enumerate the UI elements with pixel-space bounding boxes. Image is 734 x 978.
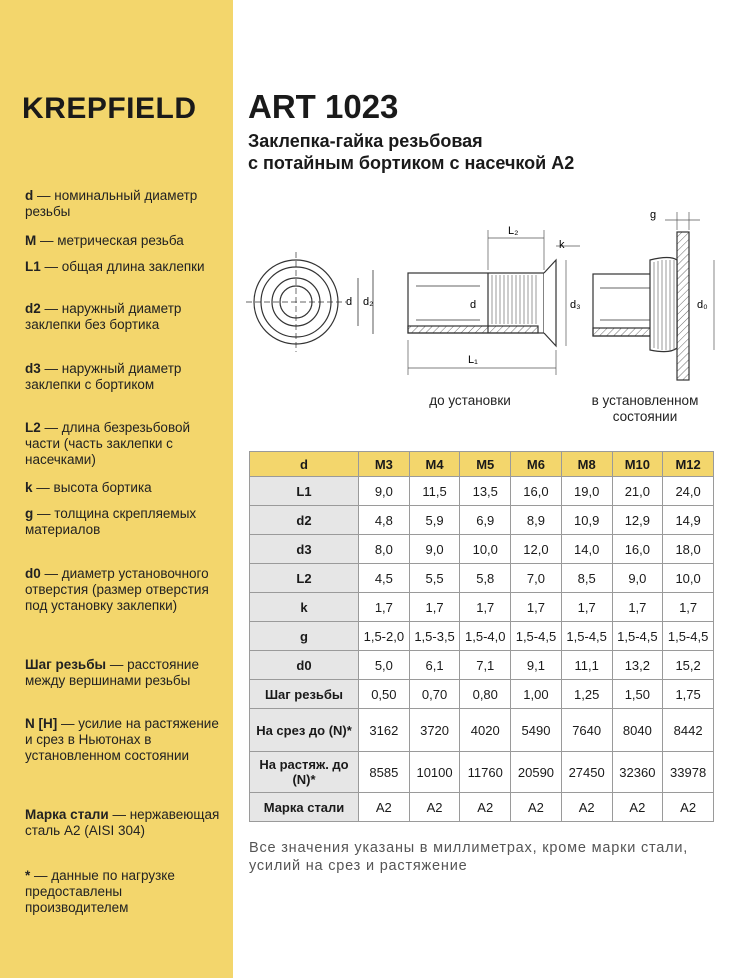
label-d2-front: d₂: [363, 296, 374, 308]
table-row: [250, 752, 714, 793]
table-cell: 1,7: [663, 593, 714, 622]
row-label: Шаг резьбы: [250, 680, 359, 709]
table-cell: 5,0: [359, 651, 410, 680]
table-cell: A2: [460, 793, 511, 822]
size-header: M4: [409, 452, 460, 477]
table-cell: 10100: [409, 752, 460, 793]
brand-logo: KREPFIELD: [22, 92, 197, 125]
table-cell: 5,5: [409, 564, 460, 593]
table-cell: 9,0: [612, 564, 663, 593]
table-cell: 11,1: [561, 651, 612, 680]
table-cell: A2: [359, 793, 410, 822]
table-cell: A2: [612, 793, 663, 822]
label-d3: d₃: [570, 299, 581, 311]
table-row: [250, 535, 714, 564]
table-cell: 1,7: [561, 593, 612, 622]
legend-item: [25, 480, 225, 496]
caption-after-line-1: в установленном: [591, 393, 699, 408]
subtitle-line-1: Заклепка-гайка резьбовая: [248, 131, 483, 151]
label-k: k: [559, 239, 565, 251]
table-cell: 33978: [663, 752, 714, 793]
table-cell: 9,0: [359, 477, 410, 506]
table-cell: 5,9: [409, 506, 460, 535]
legend-item: [25, 361, 225, 393]
legend-term: M: [25, 233, 37, 248]
row-label: Марка стали: [250, 793, 359, 822]
legend-desc: — метрическая резьба: [36, 233, 184, 248]
table-cell: 9,1: [511, 651, 562, 680]
legend-desc: — усилие на растяжение и срез в Ньютонах в установленном состоянии: [25, 716, 219, 763]
table-cell: 10,9: [561, 506, 612, 535]
table-cell: 8040: [612, 709, 663, 752]
table-cell: 7,0: [511, 564, 562, 593]
table-cell: 27450: [561, 752, 612, 793]
legend-term: L2: [25, 420, 41, 435]
table-cell: 14,9: [663, 506, 714, 535]
table-cell: A2: [561, 793, 612, 822]
table-row: [250, 622, 714, 651]
label-L1: L₁: [468, 354, 478, 366]
legend-item: [25, 566, 225, 614]
header-label: d: [250, 452, 359, 477]
legend-item: [25, 868, 225, 916]
table-cell: 8,9: [511, 506, 562, 535]
table-cell: 8,5: [561, 564, 612, 593]
table-cell: 14,0: [561, 535, 612, 564]
table-cell: 0,80: [460, 680, 511, 709]
table-cell: 5,8: [460, 564, 511, 593]
table-cell: 9,0: [409, 535, 460, 564]
size-header: M6: [511, 452, 562, 477]
table-cell: 0,70: [409, 680, 460, 709]
table-cell: 1,7: [409, 593, 460, 622]
legend-desc: — номинальный диаметр резьбы: [25, 188, 198, 219]
size-header: M3: [359, 452, 410, 477]
table-cell: A2: [409, 793, 460, 822]
table-cell: 8,0: [359, 535, 410, 564]
legend-item: [25, 657, 225, 689]
product-subtitle: [248, 130, 708, 174]
legend-item: [25, 301, 225, 333]
legend-term: d: [25, 188, 34, 203]
table-cell: 24,0: [663, 477, 714, 506]
table-row: [250, 477, 714, 506]
legend-desc: — данные по нагрузке предоставлены производителем: [25, 868, 175, 915]
caption-after: [570, 393, 720, 425]
row-label: g: [250, 622, 359, 651]
legend-term: Марка стали: [25, 807, 109, 822]
table-cell: 1,5-4,5: [511, 622, 562, 651]
table-cell: 11,5: [409, 477, 460, 506]
table-cell: 3162: [359, 709, 410, 752]
legend-term: Шаг резьбы: [25, 657, 107, 672]
table-cell: 1,7: [511, 593, 562, 622]
table-cell: 8585: [359, 752, 410, 793]
front-view: [246, 252, 373, 352]
table-cell: 19,0: [561, 477, 612, 506]
table-body: [250, 477, 714, 822]
table-cell: 1,25: [561, 680, 612, 709]
table-row: [250, 709, 714, 752]
table-cell: 6,9: [460, 506, 511, 535]
size-header: M8: [561, 452, 612, 477]
legend-desc: — наружный диаметр заклепки с бортиком: [25, 361, 182, 392]
table-cell: 1,50: [612, 680, 663, 709]
legend-term: g: [25, 506, 34, 521]
legend-term: N [Н]: [25, 716, 58, 731]
legend-desc: — общая длина заклепки: [40, 259, 205, 274]
table-row: [250, 793, 714, 822]
table-cell: 20590: [511, 752, 562, 793]
table-cell: 1,5-3,5: [409, 622, 460, 651]
legend-desc: — толщина скрепляемых материалов: [25, 506, 197, 537]
side-view-installed: [593, 232, 689, 380]
size-header: M5: [460, 452, 511, 477]
row-label: L1: [250, 477, 359, 506]
legend-term: d3: [25, 361, 41, 376]
legend-desc: — расстояние между вершинами резьбы: [25, 657, 199, 688]
table-cell: 12,0: [511, 535, 562, 564]
table-cell: A2: [663, 793, 714, 822]
table-cell: 10,0: [663, 564, 714, 593]
legend-item: [25, 233, 225, 249]
caption-before: до установки: [429, 393, 511, 408]
label-L2: L₂: [508, 225, 519, 237]
caption-after-line-2: состоянии: [612, 409, 678, 424]
table-row: [250, 651, 714, 680]
table-cell: 1,00: [511, 680, 562, 709]
table-cell: 16,0: [511, 477, 562, 506]
table-cell: 32360: [612, 752, 663, 793]
legend-item: [25, 188, 225, 220]
table-cell: 3720: [409, 709, 460, 752]
legend-desc: — длина безрезьбовой части (часть заклепки с насечками): [25, 420, 191, 467]
label-d0: d₀: [697, 299, 708, 311]
article-title: ART 1023: [248, 88, 399, 125]
table-cell: 1,7: [460, 593, 511, 622]
table-row: [250, 564, 714, 593]
table-cell: 1,5-2,0: [359, 622, 410, 651]
table-cell: 15,2: [663, 651, 714, 680]
spec-table: [249, 451, 714, 822]
table-cell: 1,7: [359, 593, 410, 622]
size-header: M12: [663, 452, 714, 477]
subtitle-line-2: с потайным бортиком с насечкой А2: [248, 153, 575, 173]
table-cell: 12,9: [612, 506, 663, 535]
table-cell: 0,50: [359, 680, 410, 709]
legend-item: [25, 807, 225, 839]
label-d-side: d: [470, 299, 477, 311]
label-d-front: d: [346, 296, 353, 308]
table-cell: 18,0: [663, 535, 714, 564]
row-label: На растяж. до (N)*: [250, 752, 359, 793]
table-cell: 1,5-4,5: [612, 622, 663, 651]
table-cell: 11760: [460, 752, 511, 793]
table-cell: 7,1: [460, 651, 511, 680]
table-row: [250, 680, 714, 709]
units-note: Все значения указаны в миллиметрах, кроме марки стали, усилий на срез и растяжение: [249, 840, 689, 874]
legend-item: [25, 420, 225, 468]
side-view-before: [408, 260, 556, 346]
row-label: d0: [250, 651, 359, 680]
size-header: M10: [612, 452, 663, 477]
legend-term: L1: [25, 259, 41, 274]
table-cell: A2: [511, 793, 562, 822]
table-cell: 1,75: [663, 680, 714, 709]
legend-desc: — нержавеющая сталь А2 (AISI 304): [25, 807, 220, 838]
row-label: На срез до (N)*: [250, 709, 359, 752]
table-cell: 1,5-4,0: [460, 622, 511, 651]
table-cell: 13,2: [612, 651, 663, 680]
table-cell: 4,5: [359, 564, 410, 593]
table-cell: 6,1: [409, 651, 460, 680]
legend-item: [25, 259, 225, 275]
table-header-row: [250, 452, 714, 477]
table-cell: 1,5-4,5: [663, 622, 714, 651]
row-label: k: [250, 593, 359, 622]
table-cell: 4020: [460, 709, 511, 752]
legend-term: *: [25, 868, 31, 883]
row-label: d2: [250, 506, 359, 535]
table-cell: 16,0: [612, 535, 663, 564]
table-cell: 8442: [663, 709, 714, 752]
label-g: g: [650, 209, 657, 221]
table-cell: 5490: [511, 709, 562, 752]
table-row: [250, 506, 714, 535]
table-cell: 4,8: [359, 506, 410, 535]
table-row: [250, 593, 714, 622]
table-cell: 13,5: [460, 477, 511, 506]
row-label: d3: [250, 535, 359, 564]
legend-term: d0: [25, 566, 41, 581]
table-cell: 1,5-4,5: [561, 622, 612, 651]
legend-item: [25, 506, 225, 538]
legend-term: k: [25, 480, 33, 495]
legend-desc: — высота бортика: [32, 480, 152, 495]
legend-term: d2: [25, 301, 41, 316]
table-cell: 10,0: [460, 535, 511, 564]
legend-desc: — наружный диаметр заклепки без бортика: [25, 301, 182, 332]
table-cell: 7640: [561, 709, 612, 752]
table-cell: 21,0: [612, 477, 663, 506]
table-cell: 1,7: [612, 593, 663, 622]
legend-item: [25, 716, 225, 764]
row-label: L2: [250, 564, 359, 593]
legend-desc: — диаметр установочного отверстия (размер отверстия под установку заклепки): [25, 566, 209, 613]
